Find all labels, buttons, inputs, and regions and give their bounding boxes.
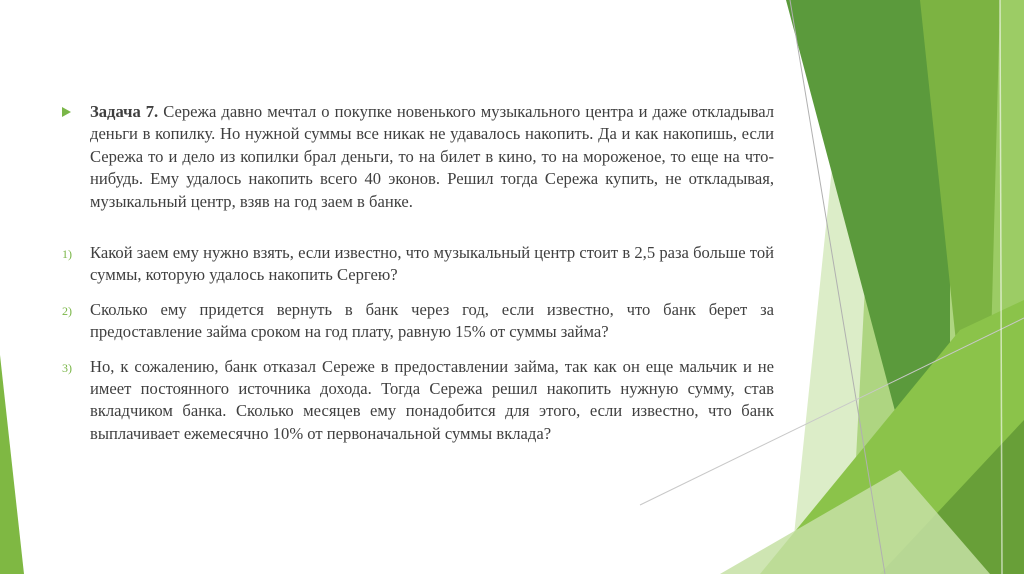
question-item-1: [62, 242, 774, 287]
question-text: Сколько ему придется вернуть в банк через год, если известно, что банк берет за предоставление займа сроком на год плату, равную 15% от суммы займа?: [90, 299, 774, 342]
task-text: Сережа давно мечтал о покупке новенького музыкального центра и даже откладывал деньги в копилку. Но нужной суммы все никак не удавалось накопить. Да и как накопишь, если Сережа то и дело из копилки брал деньги, то на билет в кино, то на мороженое, то еще на что-нибудь. Ему удалось накопить всего 40 эконов. Решил тогда Сережа купить, не откладывая, музыкальный центр, взяв на год заем в банке.: [90, 102, 774, 211]
arrow-bullet-icon: [62, 107, 71, 117]
task-title: Задача 7.: [90, 102, 159, 121]
slide-content: [62, 101, 774, 457]
question-item-3: [62, 356, 774, 446]
question-text: Но, к сожалению, банк отказал Сереже в предоставлении займа, так как он еще мальчик и не имеет постоянного источника дохода. Тогда Сережа решил накопить нужную сумму, став вкладчиком банка. Сколько месяцев ему понадобится для этого, если известно, что банк выплачивает ежемесячно 10% от первоначальной суммы вклада?: [90, 356, 774, 443]
question-item-2: [62, 299, 774, 344]
left-green-sliver: [0, 355, 24, 574]
task-paragraph: [62, 101, 774, 213]
question-number: 1): [62, 247, 72, 262]
question-number: 2): [62, 303, 72, 318]
question-text: Какой заем ему нужно взять, если известно, что музыкальный центр стоит в 2,5 раза больше той суммы, которую удалось накопить Сергею?: [90, 243, 774, 285]
question-number: 3): [62, 360, 72, 375]
